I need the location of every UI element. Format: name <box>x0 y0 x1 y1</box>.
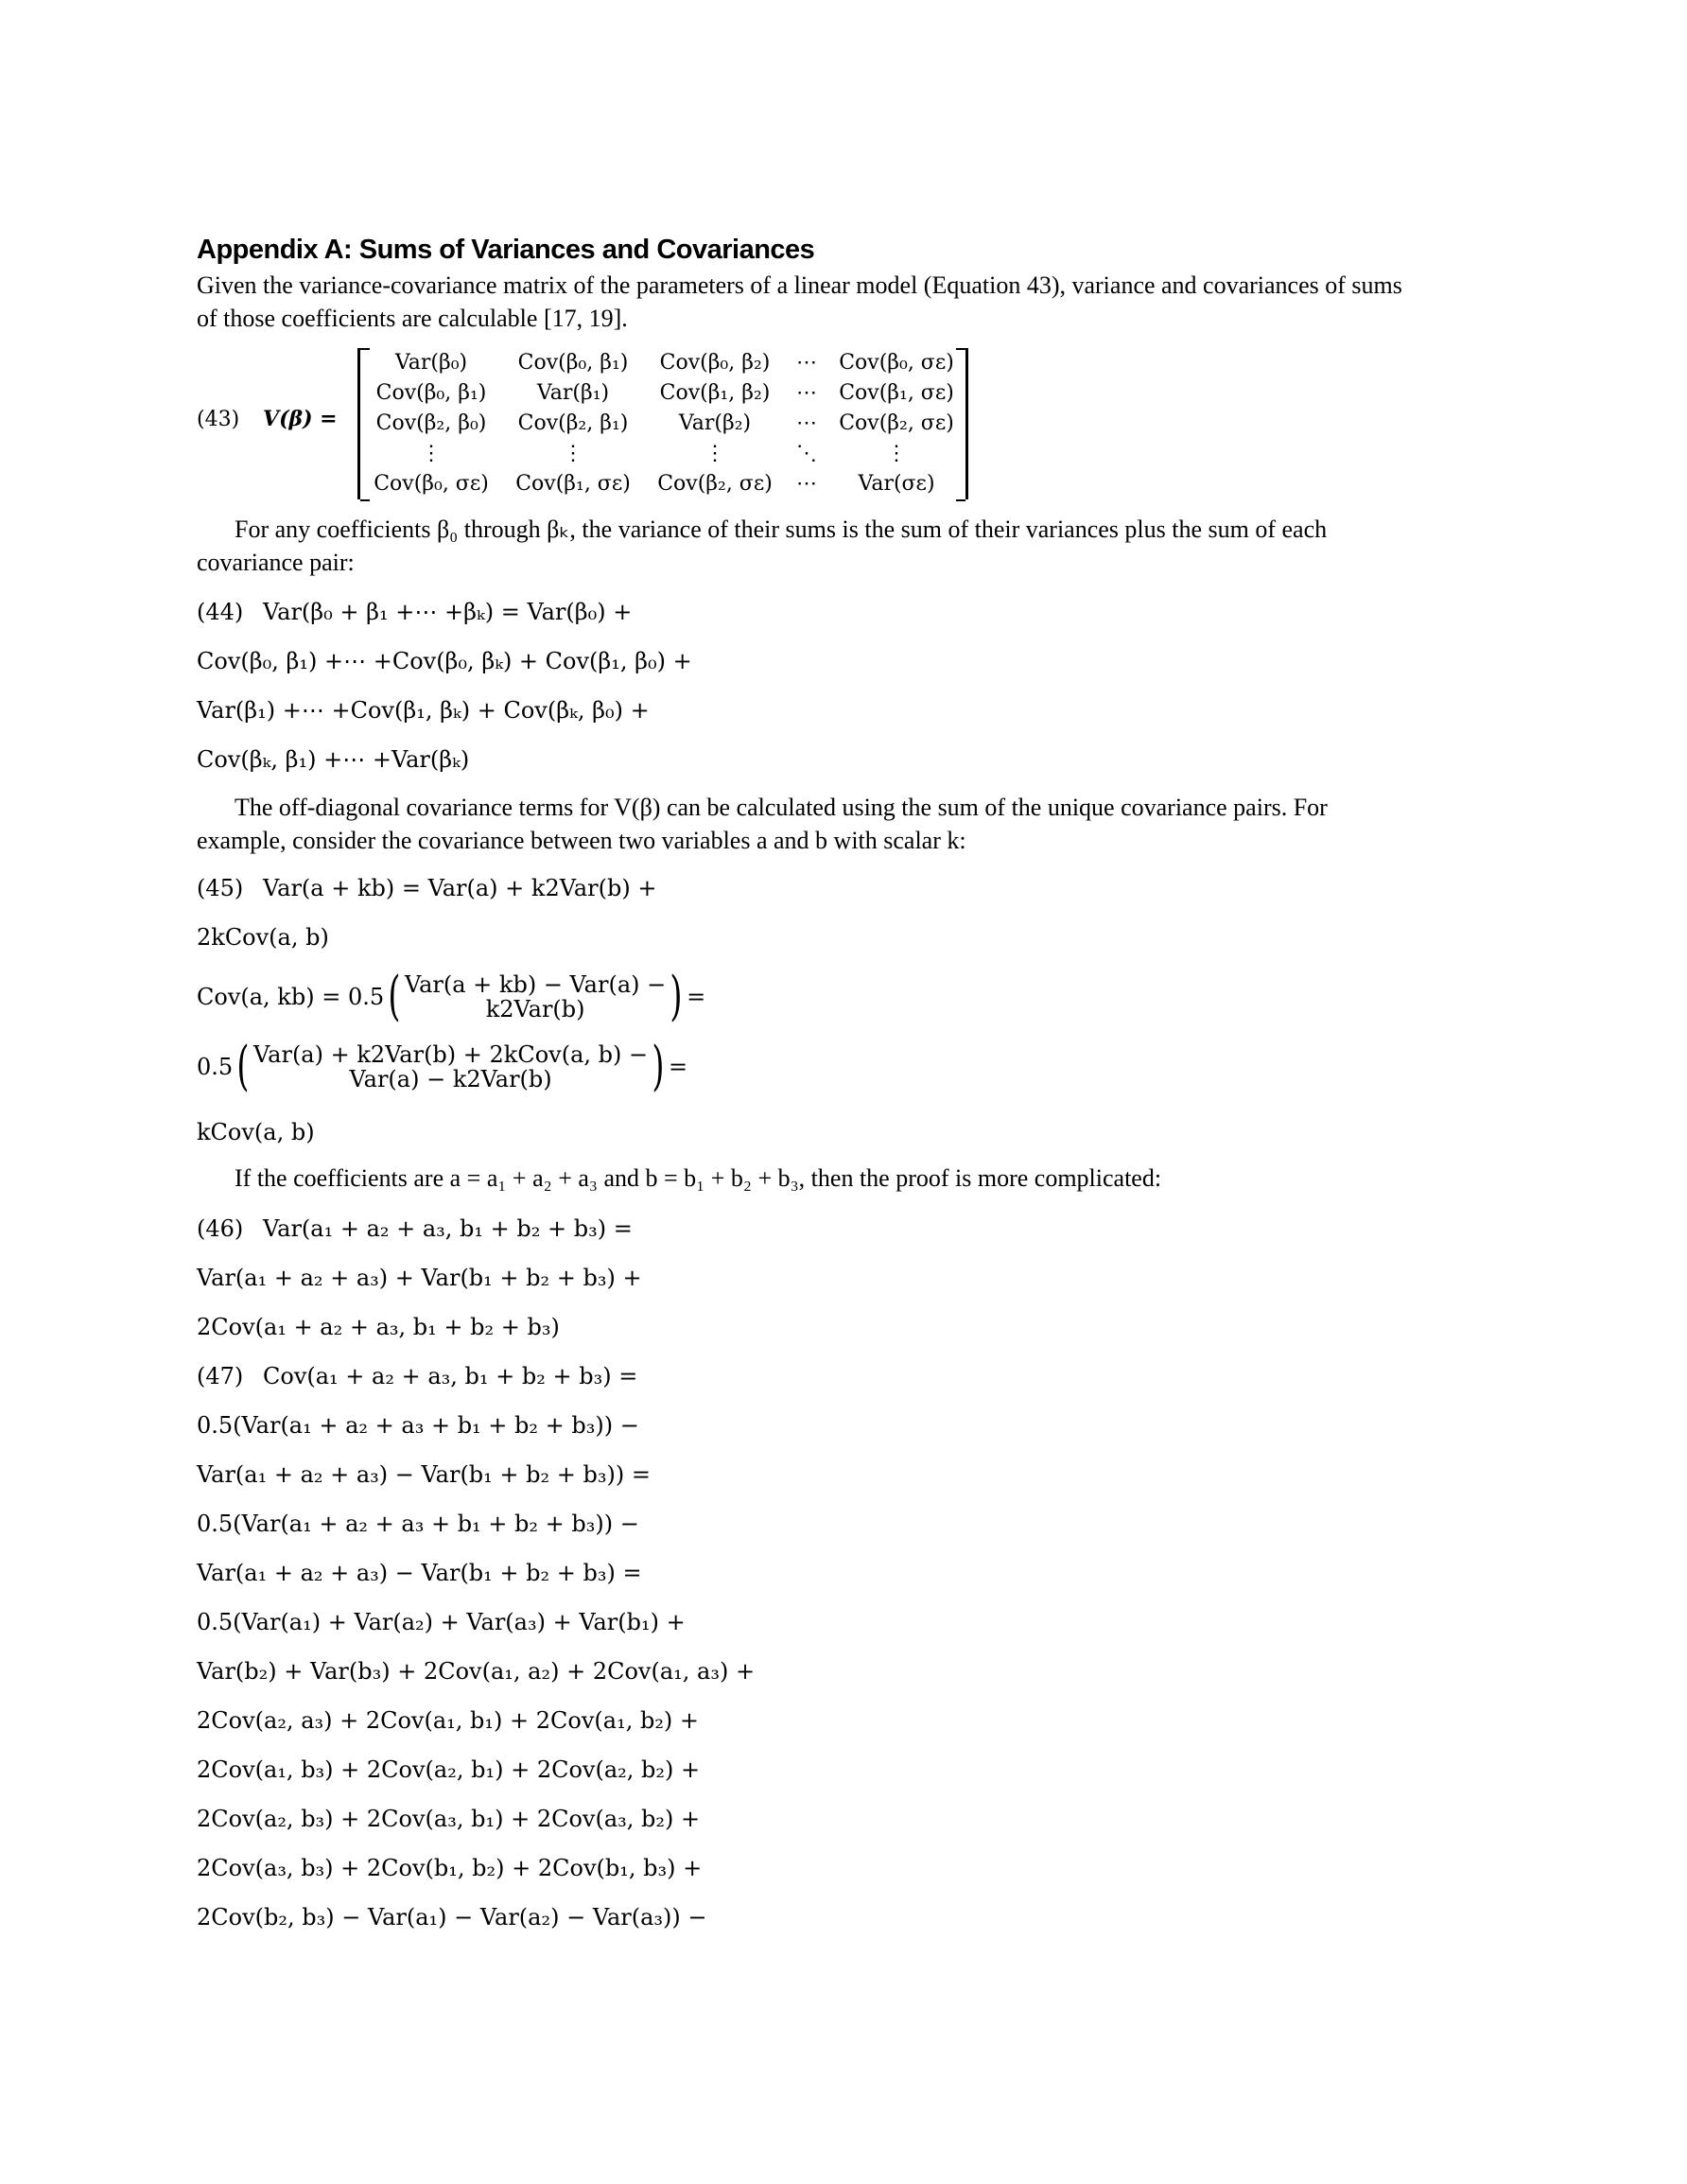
equation-43-label <box>197 407 338 431</box>
equation-44-line-1: Var(β₀ + β₁ +⋯ +βₖ) = Var(β₀) + <box>263 599 633 625</box>
half-coefficient: 0.5 <box>197 1054 234 1080</box>
paragraph-3 <box>197 791 1328 857</box>
equation-47-line-3: Var(a₁ + a₂ + a₃) − Var(b₁ + b₂ + b₃)) = <box>197 1461 651 1488</box>
matrix-cell: Cov(β₂, β₁) <box>517 411 629 435</box>
matrix-row <box>360 439 965 469</box>
matrix-cell: Cov(β₀, β₁) <box>517 351 629 375</box>
matrix-cell: Cov(β₀, β₂) <box>659 351 771 375</box>
matrix-cell: Cov(β₀, β₁) <box>375 381 487 405</box>
matrix-row <box>360 378 965 409</box>
equation-number: (43) <box>197 408 240 431</box>
covariance-derivation-2 <box>197 1036 688 1097</box>
paragraph-4-line-1: If the coefficients are a = a₁ + a₂ + a₃ and b = b₁ + b₂ + b₃, then the proof is more complicated: <box>235 1164 1162 1192</box>
intro-paragraph <box>197 269 1402 335</box>
equation-47-line-6: 0.5(Var(a₁) + Var(a₂) + Var(a₃) + Var(b₁) + <box>197 1609 686 1635</box>
paragraph-4 <box>197 1162 1161 1195</box>
equation-47-line-1: Cov(a₁ + a₂ + a₃, b₁ + b₂ + b₃) = <box>263 1363 638 1389</box>
equation-43-lhs: V(β) = <box>263 407 338 431</box>
matrix-cell: Cov(β₁, σε) <box>839 381 954 405</box>
matrix-cell: Var(β₁) <box>536 381 610 405</box>
equation-45 <box>197 874 656 902</box>
equation-46 <box>197 1214 633 1243</box>
right-paren: ) <box>652 1036 665 1097</box>
cov-lhs: Cov(a, kb) = 0.5 <box>197 984 385 1010</box>
equation-47-line-10: 2Cov(a₂, b₃) + 2Cov(a₃, b₁) + 2Cov(a₃, b₂) + <box>197 1806 701 1832</box>
matrix-cell: Var(β₀) <box>394 351 468 375</box>
matrix-cell: Cov(β₂, σε) <box>839 411 954 435</box>
equation-45-line-1: Var(a + kb) = Var(a) + k2Var(b) + <box>263 875 657 901</box>
equation-47-line-11: 2Cov(a₃, b₃) + 2Cov(b₁, b₂) + 2Cov(b₁, b₃) + <box>197 1855 703 1881</box>
paragraph-2-line-2: covariance pair: <box>197 549 355 576</box>
matrix-cell: ⋯ <box>796 411 817 435</box>
matrix-cell: ⋯ <box>796 351 817 375</box>
cov-bottom: k2Var(b) <box>485 996 585 1022</box>
intro-line-1: Given the variance-covariance matrix of the parameters of a linear model (Equation 43), variance and covariances of sums <box>197 271 1402 299</box>
matrix-cell: Cov(β₁, β₂) <box>659 381 771 405</box>
half-bottom: Var(a) − k2Var(b) <box>349 1066 552 1092</box>
matrix-cell: ⋱ <box>796 442 817 465</box>
cov-equals: = <box>687 984 706 1010</box>
cov-top: Var(a + kb) − Var(a) − <box>404 971 667 998</box>
paragraph-3-line-2: example, consider the covariance between two variables a and b with scalar k: <box>197 827 966 854</box>
matrix-cell: ⋮ <box>563 442 583 465</box>
matrix-cell: Var(σε) <box>858 472 935 496</box>
matrix-cell: ⋯ <box>796 472 817 496</box>
matrix-cell: ⋯ <box>796 381 817 405</box>
equation-44-line-2: Cov(β₀, β₁) +⋯ +Cov(β₀, βₖ) + Cov(β₁, β₀) + <box>197 648 692 674</box>
matrix-cell: ⋮ <box>886 442 907 465</box>
left-paren: ( <box>388 966 401 1027</box>
right-paren: ) <box>670 966 683 1027</box>
equation-46-line-2: Var(a₁ + a₂ + a₃) + Var(b₁ + b₂ + b₃) + <box>197 1265 642 1291</box>
matrix-row <box>360 469 965 499</box>
equation-47 <box>197 1362 637 1390</box>
matrix-cell: ⋮ <box>421 442 442 465</box>
equation-44-line-3: Var(β₁) +⋯ +Cov(β₁, βₖ) + Cov(βₖ, β₀) + <box>197 697 650 724</box>
paragraph-2-line-1: For any coefficients β₀ through βₖ, the variance of their sums is the sum of their variances plus the sum of each <box>235 515 1328 543</box>
equation-number: (47) <box>197 1363 244 1389</box>
matrix-cell: Cov(β₂, σε) <box>657 472 773 496</box>
equation-45-line-2: 2kCov(a, b) <box>197 924 329 951</box>
paragraph-2 <box>197 513 1327 579</box>
equation-44-line-4: Cov(βₖ, β₁) +⋯ +Var(βₖ) <box>197 746 470 773</box>
matrix-row <box>360 348 965 378</box>
matrix-cell: Cov(β₂, β₀) <box>375 411 487 435</box>
equation-47-line-7: Var(b₂) + Var(b₃) + 2Cov(a₁, a₂) + 2Cov(a₁, a₃) + <box>197 1658 756 1685</box>
matrix-cell: ⋮ <box>704 442 725 465</box>
equation-number: (45) <box>197 875 244 901</box>
half-top: Var(a) + k2Var(b) + 2kCov(a, b) − <box>253 1041 649 1068</box>
equation-47-line-9: 2Cov(a₁, b₃) + 2Cov(a₂, b₁) + 2Cov(a₂, b₂) + <box>197 1756 701 1783</box>
matrix-cell: Cov(β₀, σε) <box>839 351 954 375</box>
matrix-cell: Cov(β₁, σε) <box>515 472 631 496</box>
paragraph-3-line-1: The off-diagonal covariance terms for V(β) can be calculated using the sum of the unique covariance pairs. For <box>235 794 1328 821</box>
half-equals: = <box>668 1054 688 1080</box>
equation-46-line-3: 2Cov(a₁ + a₂ + a₃, b₁ + b₂ + b₃) <box>197 1314 560 1340</box>
matrix-row <box>360 409 965 439</box>
equation-46-line-1: Var(a₁ + a₂ + a₃, b₁ + b₂ + b₃) = <box>263 1215 633 1242</box>
equation-number: (46) <box>197 1215 244 1242</box>
equation-47-line-2: 0.5(Var(a₁ + a₂ + a₃ + b₁ + b₂ + b₃)) − <box>197 1412 639 1439</box>
equation-47-line-8: 2Cov(a₂, a₃) + 2Cov(a₁, b₁) + 2Cov(a₁, b₂) + <box>197 1707 700 1734</box>
matrix-cell: Cov(β₀, σε) <box>374 472 489 496</box>
equation-47-line-5: Var(a₁ + a₂ + a₃) − Var(b₁ + b₂ + b₃) = <box>197 1560 642 1586</box>
equation-44 <box>197 598 632 626</box>
matrix-cell: Var(β₂) <box>678 411 752 435</box>
covariance-result: kCov(a, b) <box>197 1119 315 1145</box>
covariance-derivation-1 <box>197 966 706 1027</box>
intro-line-2: of those coefficients are calculable [17, 19]. <box>197 305 628 332</box>
left-paren: ( <box>236 1036 250 1097</box>
variance-covariance-matrix <box>357 348 968 499</box>
equation-number: (44) <box>197 599 244 625</box>
equation-47-line-4: 0.5(Var(a₁ + a₂ + a₃ + b₁ + b₂ + b₃)) − <box>197 1511 639 1537</box>
section-heading: Appendix A: Sums of Variances and Covariances <box>197 235 815 265</box>
equation-47-line-12: 2Cov(b₂, b₃) − Var(a₁) − Var(a₂) − Var(a₃)) − <box>197 1904 707 1931</box>
